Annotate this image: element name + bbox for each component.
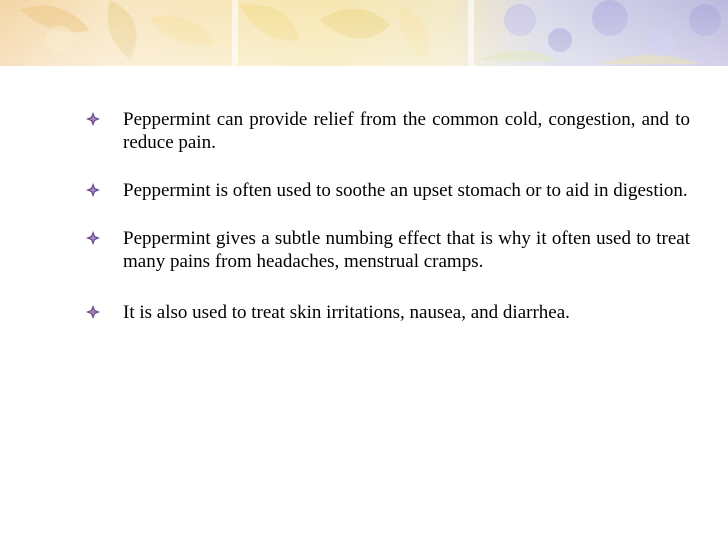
bullet-text: Peppermint can provide relief from the common cold, congestion, and to reduce pain. (123, 109, 690, 153)
diamond-bullet-icon (86, 305, 100, 319)
bullet-text: Peppermint is often used to soothe an upset stomach or to aid in digestion. (123, 180, 688, 201)
bullet-item (86, 179, 690, 202)
diamond-bullet-icon (86, 183, 100, 197)
bullet-text: It is also used to treat skin irritations, nausea, and diarrhea. (123, 302, 570, 323)
bullet-item (86, 301, 690, 324)
floral-banner (0, 0, 728, 66)
diamond-bullet-icon (86, 231, 100, 245)
bullet-list (86, 108, 690, 349)
bullet-item (86, 227, 690, 273)
bullet-item (86, 108, 690, 154)
diamond-bullet-icon (86, 112, 100, 126)
floral-banner-graphic (0, 0, 728, 66)
bullet-text: Peppermint gives a subtle numbing effect that is why it often used to treat many pains from headaches, menstrual cramps. (123, 228, 690, 272)
